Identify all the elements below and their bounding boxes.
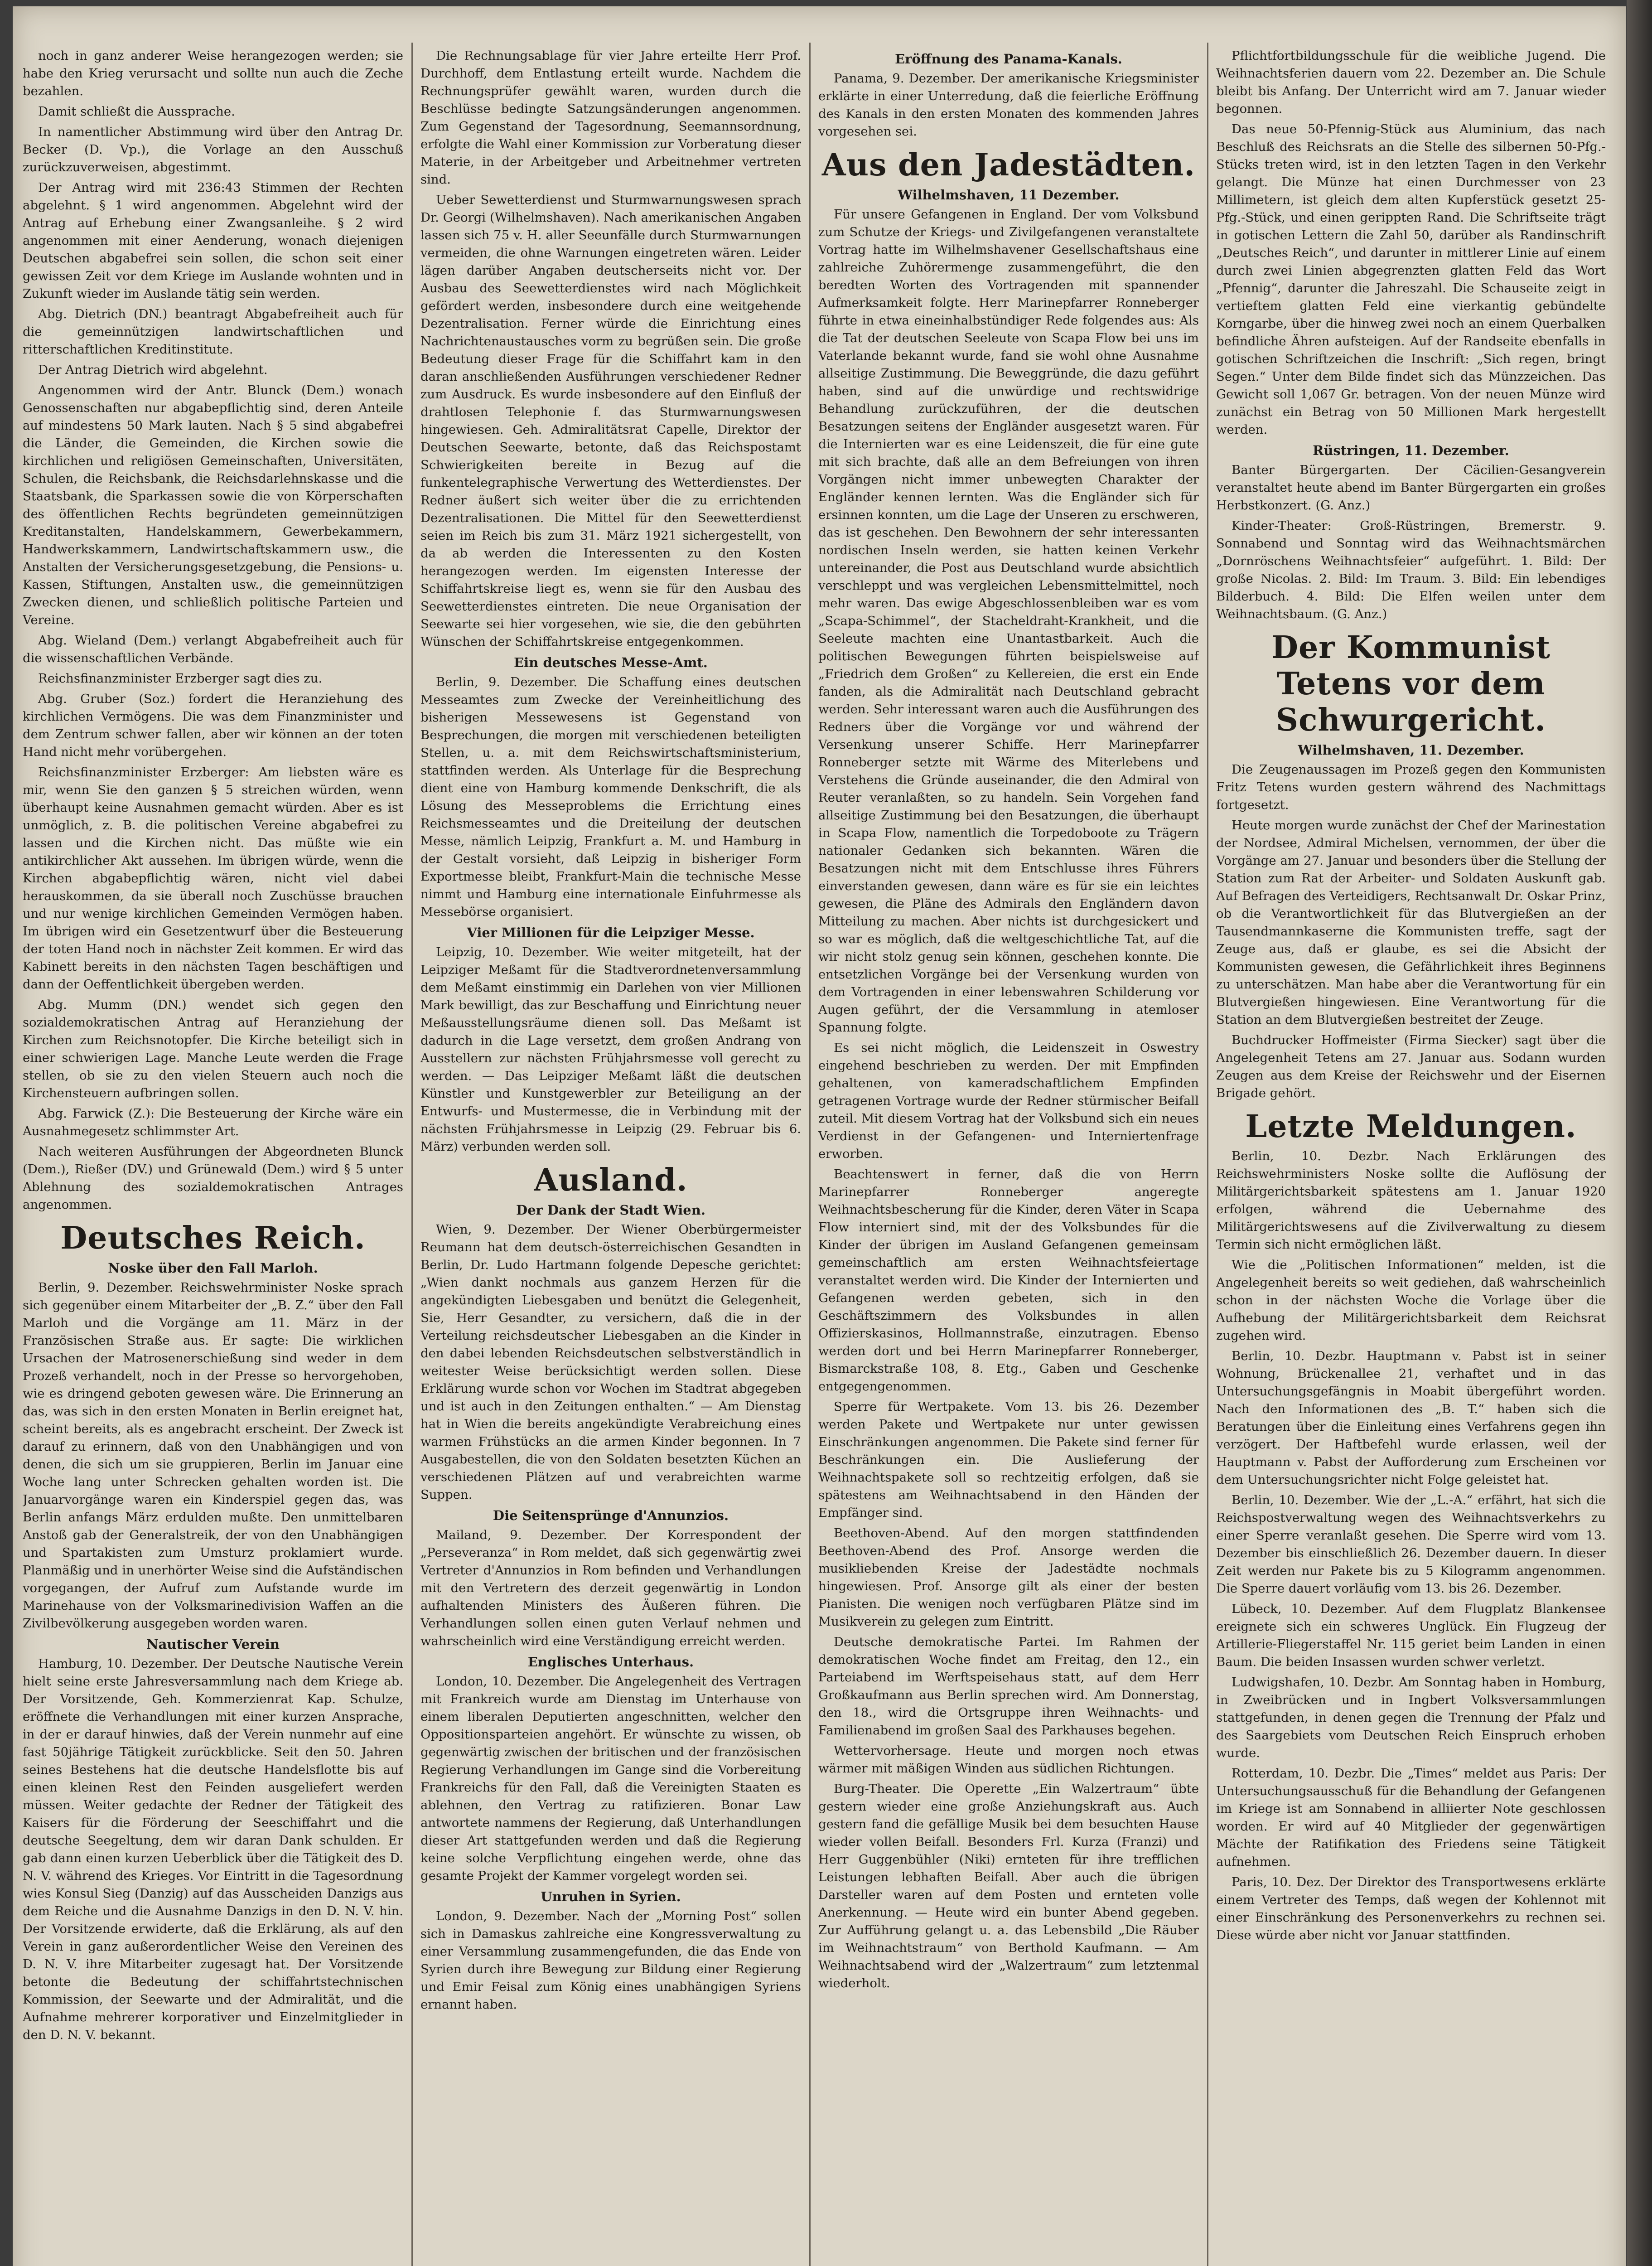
article-paragraph: Berlin, 10. Dezember. Wie der „L.-A.“ erfährt, hat sich die Reichspostverwaltung wegen des Weihnachtsverkehrs zu einer Sperre veranlaßt gesehen. Die Sperre wird vom 13. Dezember bis einschließlich 26. Dezember dauern. In dieser Zeit werden nur Pakete bis zu 5 Kilogramm angenommen. Die Sperre dauert vorläufig vom 13. bis 26. Dezember.: [1216, 1493, 1606, 1596]
article-paragraph: Abg. Mumm (DN.) wendet sich gegen den sozialdemokratischen Antrag auf Heranziehung der Kirchen zum Reichsnotopfer. Die Kirche beteiligt sich in einer schwierigen Lage. Manche Leute werden die Frage stellen, ob sie zu den vielen Steuern auch noch die Kirchensteuern aufbringen sollen.: [23, 997, 403, 1100]
page-edge: [1627, 0, 1652, 2266]
article-paragraph: Sperre für Wertpakete. Vom 13. bis 26. Dezember werden Pakete und Wertpakete nur unter gewissen Einschränkungen angenommen. Die Pakete sind ferner für Beschränkungen ein. Die Auslieferung der Weihnachtspakete soll so rechtzeitig erfolgen, daß sie spätestens am Weihnachtsabend in den Händen der Empfänger sind.: [818, 1399, 1199, 1520]
column-1: [23, 47, 403, 2266]
article-subheading: Unruhen in Syrien.: [541, 1889, 681, 1904]
article-paragraph: Für unsere Gefangenen in England. Der vom Volksbund zum Schutze der Kriegs- und Zivilgefangenen veranstaltete Vortrag hatte im Wilhelmshavener Gesellschaftshaus eine zahlreiche Zuhörermenge zusammengeführt, die den beredten Worten des Vortragenden mit spannender Aufmerksamkeit folgte. Herr Marinepfarrer Ronneberger führte in etwa eineinhalbstündiger Rede folgendes aus: Als die Tat der deutschen Seeleute von Scapa Flow bei uns im Vaterlande bekannt wurde, fand sie wohl ohne Ausnahme allseitige Zustimmung. Die Beweggründe, die dazu geführt haben, sind auf die unwürdige und rechtswidrige Behandlung zurückzuführen, der die deutschen Besatzungen seitens der Engländer ausgesetzt waren. Für die Internierten war es eine Leidenszeit, die für eine gute mit sich brachte, daß alle an dem Befreiungen von ihren Vorgängen nicht immer unbewegten Charakter der Engländer kennen lernten. Was die Engländer sich für ersinnen konnten, um die Lage der Unseren zu erschweren, das ist geschehen. Den Bewohnern der sehr interessanten nordischen Inseln werden, sie hatten keinen Verkehr untereinander, die Post aus Deutschland wurde absichtlich verschleppt und was vergleichen Lebensmittelmittel, noch mehr waren. Das ewige Abgeschlossenbleiben war es vom „Scapa-Schimmel“, der Stacheldraht-Krankheit, und die Seeleute machten eine Unantastbarkeit. Auch die politischen Bewegungen führten beispielsweise auf „Friedrich dem Großen“ zu Kellereien, die erst ein Ende fanden, als die Admiralität nach Deutschland gebracht werden. Sehr interessant waren auch die Ausführungen des Redners über die Vorgänge vor und während der Versenkung unserer Schiffe. Herr Marinepfarrer Ronneberger setzte mit Wärme des Miterlebens und Verstehens die Gründe auseinander, die den Admiral von Reuter veranlaßten, so zu handeln. Sein Vorgehen fand allseitige Zustimmung bei den Besatzungen, die überhaupt in Scapa Flow, namentlich die Torpedoboote zu Trägern nationaler Gedanken sich bekannten. Wären die Besatzungen nicht mit dem Entschlusse ihres Führers einverstanden gewesen, dann wäre es für sie ein leichtes gewesen, die Pläne des Admirals den Engländern davon Mitteilung zu machen. Aber nichts ist durchgesickert und so war es möglich, daß die weltgeschichtliche Tat, auf die wir nicht stolz genug sein können, geschehen konnte. Die entsetzlichen Vorgänge bei der Versenkung wurden von dem Vortragenden in einer lebenswahren Schilderung vor Augen geführt, der die Versammlung in atemloser Spannung folgte.: [818, 207, 1199, 1035]
article-paragraph: Damit schließt die Aussprache.: [38, 104, 235, 119]
article-paragraph: Angenommen wird der Antr. Blunck (Dem.) wonach Genossenschaften nur abgabepflichtig sind, deren Anteile auf mindestens 50 Mark lauten. Nach § 5 sind abgabefrei die Länder, die Gemeinden, die Kirchen sowie die kirchlichen und religiösen Gemeinschaften, Universitäten, Schulen, die Reichsbank, die Reichsdarlehnskasse und die Staatsbank, die Sparkassen sowie die von Körperschaften des öffentlichen Rechts begründeten gemeinnützigen Kreditanstalten, Handelskammern, Gewerbekammern, Handwerkskammern, Landwirtschaftskammern usw., die Anstalten der Versicherungsgesetzgebung, die Pensions- u. Kassen, Stiftungen, Anstalten usw., die gemeinnützigen Zwecken dienen, und schließlich politische Parteien und Vereine.: [23, 383, 403, 627]
article-paragraph: Pflichtfortbildungsschule für die weibliche Jugend. Die Weihnachtsferien dauern vom 22. Dezember an. Die Schule bleibt bis Anfang. Der Unterricht wird am 7. Januar wieder begonnen.: [1216, 48, 1606, 116]
section-headline: Letzte Meldungen.: [1245, 1109, 1577, 1145]
article-paragraph: Ueber Sewetterdienst und Sturmwarnungswesen sprach Dr. Georgi (Wilhelmshaven). Nach amerikanischen Angaben lassen sich 75 v. H. aller Seeunfälle durch Sturmwarnungen vermeiden, die ohne Warnungen eingetreten wären. Leider lägen darüber Angaben deutscherseits nicht vor. Der Ausbau des Seewetterdienstes wird nach Möglichkeit gefördert werden, insbesondere durch eine weitgehende Dezentralisation. Ferner würde die Einrichtung eines Nachrichtenaustausches vorm zu begrüßen sein. Die große Bedeutung dieser Frage für die Schiffahrt kam in den daran anschließenden Ausführungen verschiedener Redner zum Ausdruck. Es wurde insbesondere auf den Einfluß der drahtlosen Telephonie f. das Sturmwarnungswesen hingewiesen. Geh. Admiralitätsrat Capelle, Direktor der Deutschen Seewarte, betonte, daß das Reichspostamt Schwierigkeiten bereite in Bezug auf die funkentelegraphische Verwertung des Wetterdienstes. Der Redner äußert sich weiter über die zu errichtenden Dezentralisationen. Die Mittel für den Seewetterdienst seien im Reich bis zum 31. März 1921 sichergestellt, von da ab werden die Interessenten zu den Kosten herangezogen werden. Im eigensten Interesse der Schiffahrtskreise liegt es, wenn sie für den Ausbau des Seewetterdienstes eintreten. Die neue Organisation der Seewarte sei hier vorgesehen, wie sie, die den gebührten Wünschen der Schiffahrtskreise entgegenkommen.: [420, 193, 801, 649]
section-headline: Der Kommunist Tetens vor dem Schwurgericht.: [1271, 629, 1551, 738]
article-paragraph: Abg. Wieland (Dem.) verlangt Abgabefreiheit auch für die wissenschaftlichen Verbände.: [23, 633, 403, 665]
article-subheading: Eröffnung des Panama-Kanals.: [895, 51, 1122, 67]
article-paragraph: Der Antrag wird mit 236:43 Stimmen der Rechten abgelehnt. § 1 wird angenommen. Abgelehnt wird der Antrag auf Erhebung einer Zwangsanleihe. § 2 wird angenommen mit einer Aenderung, wonach diejenigen Deutschen abgabefrei sein sollen, die schon seit einer gewissen Zeit vor dem Kriege im Auslande wohnten und in Zukunft wieder im Auslande tätig sein werden.: [23, 180, 403, 301]
article-paragraph: Beachtenswert in ferner, daß die von Herrn Marinepfarrer Ronneberger angeregte Weihnachtsbescherung für die Kinder, deren Väter in Scapa Flow interniert sind, mit der des Volksbundes für die Kinder der übrigen im Ausland Gefangenen gemeinsam gemeinschaftlich am ersten Weihnachtsfeiertage veranstaltet werden wird. Die Kinder der Internierten und Gefangenen werden gebeten, sich in den Geschäftszimmern des Volksbundes in allen Offizierskasinos, Hollmannstraße, einzutragen. Ebenso werden dort und bei Herrn Marinepfarrer Ronneberger, Bismarckstraße 108, 8. Etg., Gaben und Geschenke entgegengenommen.: [818, 1167, 1199, 1394]
article-paragraph: Deutsche demokratische Partei. Im Rahmen der demokratischen Woche findet am Freitag, den 12., ein Parteiabend im Werftspeisehaus statt, auf dem Herr Großkaufmann aus Berlin sprechen wird. Am Donnerstag, den 18., wird die Ortsgruppe ihren Weihnachts- und Familienabend im großen Saal des Parkhauses begehen.: [818, 1635, 1199, 1738]
article-paragraph: Wien, 9. Dezember. Der Wiener Oberbürgermeister Reumann hat dem deutsch-österreichischen Gesandten in Berlin, Dr. Ludo Hartmann folgende Depesche gerichtet: „Wien dankt nochmals aus ganzem Herzen für die angekündigten Liebesgaben und benützt die Gelegenheit, Sie, Herr Gesandter, zu versichern, daß die in der Verteilung reichsdeutscher Liebesgaben an die Kinder in den dabei lebenden Reichsdeutschen selbstverständlich in weitester Weise berücksichtigt werden sollen. Diese Erklärung wurde schon vor Wochen im Stadtrat abgegeben und ist auch in den Zeitungen enthalten.“ — Am Dienstag hat in Wien die bereits angekündigte Verabreichung eines warmen Frühstücks an die armen Kinder begonnen. In 7 Ausgabestellen, die von den Soldaten besetzten Küchen an verschiedenen Plätzen auf und verabreichten warme Suppen.: [420, 1222, 801, 1502]
article-paragraph: In namentlicher Abstimmung wird über den Antrag Dr. Becker (D. Vp.), die Vorlage an den Ausschuß zurückzuverweisen, abgestimmt.: [23, 125, 403, 174]
article-paragraph: Beethoven-Abend. Auf den morgen stattfindenden Beethoven-Abend des Prof. Ansorge werden die musikliebenden Kreise der Jadestädte nochmals hingewiesen. Prof. Ansorge gilt als einer der besten Pianisten. Die wenigen noch verfügbaren Plätze sind im Musikverein zu gelegen zum Eintritt.: [818, 1526, 1199, 1629]
article-subheading: Nautischer Verein: [146, 1637, 280, 1652]
article-paragraph: Abg. Gruber (Soz.) fordert die Heranziehung des kirchlichen Vermögens. Die was dem Finanzminister und dem Zentrum schwer fallen, aber wir können an der toten Hand nicht mehr vorübergehen.: [23, 692, 403, 759]
article-paragraph: Hamburg, 10. Dezember. Der Deutsche Nautische Verein hielt seine erste Jahresversammlung nach dem Kriege ab. Der Vorsitzende, Geh. Kommerzienrat Kap. Schulze, eröffnete die Verhandlungen mit einer kurzen Ansprache, in der er darauf hinwies, daß der Verein nunmehr auf eine fast 50jährige Tätigkeit zurückblicke. Seit den 50. Jahren seines Bestehens hat die deutsche Handelsflotte bis auf einen kleinen Rest den Feinden ausgeliefert werden müssen. Weiter gedachte der Redner der Tätigkeit des Kaisers für die Förderung der Seeschiffahrt und die deutsche Seegeltung, dem wir daran Dank schulden. Er gab dann einen kurzen Ueberblick über die Tätigkeit des D. N. V. während des Krieges. Vor Eintritt in die Tagesordnung wies Konsul Sieg (Danzig) auf das Ausscheiden Danzigs aus dem Reiche und die Ausnahme Danzigs in den D. N. V. hin. Der Vorsitzende erwiderte, daß die Erklärung, als auf den Verein in ganz außerordentlicher Weise den Vereinen des D. N. V. ihre Mitarbeiter zugesagt hat. Der Vorsitzende betonte die Bedeutung der schiffahrtstechnischen Kommission, der Seewarte und der Admiralität, und die Aufnahme mehrerer korporativer und Einzelmitglieder in den D. N. V. bekannt.: [23, 1656, 403, 2042]
column-rule: [411, 43, 413, 2266]
section-headline: Deutsches Reich.: [60, 1220, 366, 1256]
article-paragraph: Abg. Farwick (Z.): Die Besteuerung der Kirche wäre ein Ausnahmegesetz schlimmster Art.: [23, 1106, 403, 1138]
article-paragraph: Burg-Theater. Die Operette „Ein Walzertraum“ übte gestern wieder eine große Anziehungskraft aus. Auch gestern fand die gefällige Musik bei dem besuchten Hause wieder vollen Beifall. Besonders Frl. Kurza (Franzi) und Herr Guggenbühler (Niki) ernteten für ihre trefflichen Leistungen lebhaften Beifall. Aber auch die übrigen Darsteller waren auf dem Posten und ernteten volle Anerkennung. — Heute wird ein bunter Abend gegeben. Zur Aufführung gelangt u. a. das Lebensbild „Die Räuber im Weihnachtstraum“ von Berthold Kaufmann. — Am Weihnachtsabend wird der „Walzertraum“ zum letztenmal wiederholt.: [818, 1782, 1199, 1990]
article-paragraph: Banter Bürgergarten. Der Cäcilien-Gesangverein veranstaltet heute abend im Banter Bürgergarten ein großes Herbstkonzert. (G. Anz.): [1216, 463, 1606, 513]
article-paragraph: Leipzig, 10. Dezember. Wie weiter mitgeteilt, hat der Leipziger Meßamt für die Stadtverordnetenversammlung dem Meßamt einstimmig ein Darlehen von vier Millionen Mark bewilligt, das zur Beschaffung und Einrichtung neuer Meßausstellungsräume dienen soll. Das Meßamt ist dadurch in die Lage versetzt, dem großen Andrang von Ausstellern zur nächsten Frühjahrsmesse voll gerecht zu werden. — Das Leipziger Meßamt läßt die deutschen Künstler und Kunstgewerbler zur Beteiligung an der Entwurfs- und Mustermesse, die in Verbindung mit der nächsten Frühjahrsmesse in Leipzig (29. Februar bis 6. März) verbunden werden soll.: [420, 945, 801, 1154]
article-subheading: Die Seitensprünge d'Annunzios.: [493, 1508, 729, 1523]
article-subheading: Ein deutsches Messe-Amt.: [514, 655, 708, 670]
article-paragraph: Wettervorhersage. Heute und morgen noch etwas wärmer mit mäßigen Winden aus südlichen Richtungen.: [818, 1743, 1199, 1776]
column-3: [818, 47, 1199, 2266]
article-paragraph: Der Antrag Dietrich wird abgelehnt.: [38, 363, 268, 377]
article-paragraph: Panama, 9. Dezember. Der amerikanische Kriegsminister erklärte in einer Unterredung, daß die feierliche Eröffnung des Kanals in den ersten Monaten des kommenden Jahres vorgesehen sei.: [818, 71, 1199, 139]
article-paragraph: Reichsfinanzminister Erzberger sagt dies zu.: [38, 671, 323, 686]
article-paragraph: Berlin, 9. Dezember. Die Schaffung eines deutschen Messeamtes zum Zwecke der Vereinheitlichung des bisherigen Messewesens ist Gegenstand von Besprechungen, die morgen mit verschiedenen beteiligten Stellen, u. a. mit dem Reichswirtschaftsministerium, stattfinden werden. Als Unterlage für die Besprechung dient eine von Hamburg kommende Denkschrift, die als Lösung des Messeproblems die Errichtung eines Reichsmesseamtes und die Dreiteilung der deutschen Messe, nämlich Leipzig, Frankfurt a. M. und Hamburg in der Gestalt vorsieht, daß Leipzig in bisheriger Form Exportmesse bleibt, Frankfurt-Main die technische Messe nimmt und Hamburg eine internationale Einfuhrmesse als Messebörse organisiert.: [420, 675, 801, 919]
article-subheading: Rüstringen, 11. Dezember.: [1313, 443, 1509, 458]
article-paragraph: Heute morgen wurde zunächst der Chef der Marinestation der Nordsee, Admiral Michelsen, vernommen, der über die Vorgänge am 27. Januar und besonders über die Stellung der Station zum Rat der Arbeiter- und Soldaten Auskunft gab. Auf Befragen des Verteidigers, Rechtsanwalt Dr. Oskar Prinz, ob die Verantwortlichkeit für das Blutvergießen an der Tausendmannkaserne die Kommunisten treffe, sagt der Zeuge aus, daß er glaube, es sei die Absicht der Kommunisten gewesen, die Gefährlichkeit ihres Beginnens zu unterschätzen. Man habe aber die Verantwortung für ein Blutvergießen hingewiesen. Eine Verantwortung für die Station an dem Blutvergießen bestreitet der Zeuge.: [1216, 818, 1606, 1027]
section-headline: Aus den Jadestädten.: [821, 147, 1196, 183]
article-paragraph: Berlin, 10. Dezbr. Hauptmann v. Pabst ist in seiner Wohnung, Brückenallee 21, verhaftet und in das Untersuchungsgefängnis in Moabit übergeführt worden. Nach den Informationen des „B. T.“ haben sich die Beratungen über die Einleitung eines Verfahrens gegen ihn verzögert. Der Haftbefehl wurde erlassen, weil der Hauptmann v. Pabst der Aufforderung zum Erscheinen vor dem Untersuchungsrichter nicht Folge geleistet hat.: [1216, 1349, 1606, 1487]
article-paragraph: Abg. Dietrich (DN.) beantragt Abgabefreiheit auch für die gemeinnützigen landwirtschaftlichen und ritterschaftlichen Kreditinstitute.: [23, 307, 403, 357]
article-subheading: Englisches Unterhaus.: [527, 1654, 694, 1670]
article-paragraph: Die Rechnungsablage für vier Jahre erteilte Herr Prof. Durchhoff, dem Entlastung erteilt wurde. Nachdem die Rechnungsprüfer gewählt waren, wurden durch die Beschlüsse bedingte Satzungsänderungen angenommen. Zum Gegenstand der Tagesordnung, Seemannsordnung, erfolgte die Wahl einer Kommission zur Vorberatung dieser Materie, in der Arbeitgeber und Arbeitnehmer vertreten sind.: [420, 48, 801, 187]
article-paragraph: Reichsfinanzminister Erzberger: Am liebsten wäre es mir, wenn Sie den ganzen § 5 streichen würden, wenn überhaupt keine Ausnahmen gemacht würden. Aber es ist unmöglich, z. B. die politischen Vereine abgabefrei zu lassen und die Kirchen nicht. Das müßte wie ein antikirchlicher Akt aussehen. Im übrigen würde, wenn die Kirchen abgabepflichtig wären, nicht viel dabei herauskommen, da sie überall noch Zuschüsse brauchen und nur wenige kirchlichen Gemeinden Vermögen haben. Im übrigen wird ein Gesetzentwurf über die Besteuerung der toten Hand noch in nächster Zeit kommen. Er wird das Kabinett bereits in den nächsten Tagen beschäftigen und dann der Oeffentlichkeit übergeben werden.: [23, 765, 403, 992]
article-paragraph: Mailand, 9. Dezember. Der Korrespondent der „Perseveranza“ in Rom meldet, daß sich gegenwärtig zwei Vertreter d'Annunzios in Rom befinden und Verhandlungen mit den Vertretern des derzeit gegenwärtig in London aufhaltenden Ministers des Äußeren führen. Die Verhandlungen sollen einen guten Verlauf nehmen und wahrscheinlich wird eine Verständigung erreicht werden.: [420, 1528, 801, 1648]
article-subheading: Der Dank der Stadt Wien.: [516, 1202, 705, 1218]
article-paragraph: London, 9. Dezember. Nach der „Morning Post“ sollen sich in Damaskus zahlreiche eine Kongressverwaltung zu einer Versammlung zusammengefunden, die das Ende von Syrien durch ihre Bewegung zur Bildung einer Regierung und Emir Feisal zum König eines unabhängigen Syriens ernannt haben.: [420, 1909, 801, 2012]
article-paragraph: Lübeck, 10. Dezember. Auf dem Flugplatz Blankensee ereignete sich ein schweres Unglück. Ein Flugzeug der Artillerie-Fliegerstaffel Nr. 115 geriet beim Landen in einen Baum. Die beiden Insassen wurden schwer verletzt.: [1216, 1602, 1606, 1669]
column-rule: [809, 43, 811, 2266]
article-subheading: Vier Millionen für die Leipziger Messe.: [467, 925, 755, 940]
article-paragraph: Ludwigshafen, 10. Dezbr. Am Sonntag haben in Homburg, in Zweibrücken und in Ingbert Volksversammlungen stattgefunden, in denen gegen die Trennung der Pfalz und des Saargebiets vom Deutschen Reich Einspruch erhoben wurde.: [1216, 1675, 1606, 1760]
article-subheading: Wilhelmshaven, 11 Dezember.: [898, 187, 1120, 203]
article-paragraph: Es sei nicht möglich, die Leidenszeit in Oswestry eingehend beschrieben zu werden. Der mit Empfinden gehaltenen, von kameradschaftlichem Empfinden getragenen Vortrage wurde der Redner stürmischer Beifall zuteil. Mit diesem Vortrag hat der Volksbund sich ein neues Verdienst in der Gefangenen- und Interniertenfrage erworben.: [818, 1041, 1199, 1161]
column-2: [420, 47, 801, 2266]
newspaper-page: [13, 6, 1626, 2266]
article-paragraph: noch in ganz anderer Weise herangezogen werden; sie habe den Krieg verursacht und sollte nun auch die Zeche bezahlen.: [23, 48, 403, 98]
article-subheading: Wilhelmshaven, 11. Dezember.: [1298, 742, 1524, 758]
column-rule: [1207, 43, 1208, 2266]
article-paragraph: Berlin, 9. Dezember. Reichswehrminister Noske sprach sich gegenüber einem Mitarbeiter der „B. Z.“ über den Fall Marloh und die Vorgänge am 11. März in der Französischen Straße aus. Er sagte: Die wirklichen Ursachen der Matrosenerschießung sind weder in dem Prozeß verhandelt, noch in der Presse so hervorgehoben, wie es dringend geboten gewesen wäre. Die Erinnerung an das, was sich in den ersten Monaten in Berlin ereignet hat, scheint bereits, als es angebracht erscheint. Der Zweck ist darauf zu erinnern, daß von den Unabhängigen und von denen, die sich um sie gruppieren, Berlin im Januar eine Woche lang unter Schrecken gehalten worden ist. Die Januarvorgänge waren ein Kinderspiel gegen das, was Berlin anfangs März erdulden mußte. Den unmittelbaren Anstoß gab der Generalstreik, der von den Unabhängigen und Spartakisten zum Umsturz proklamiert wurde. Planmäßig und in unerhörter Weise sind die Aufständischen vorgegangen, der Aufruf zum Aufstande wurde im Marinehause von der Volksmarinedivision Waffen an die Zivilbevölkerung ausgegeben worden waren.: [23, 1280, 403, 1631]
article-subheading: Noske über den Fall Marloh.: [108, 1260, 318, 1276]
article-paragraph: Rotterdam, 10. Dezbr. Die „Times“ meldet aus Paris: Der Untersuchungsausschuß für die Behandlung der Gefangenen im Kriege ist am Sonnabend in alliierter Note geschlossen worden. Er wird auf 40 Mitglieder der gegenwärtigen Mächte der Ratifikation des Friedens seine Tätigkeit aufnehmen.: [1216, 1766, 1606, 1869]
article-paragraph: London, 10. Dezember. Die Angelegenheit des Vertragen mit Frankreich wurde am Dienstag im Unterhause von einem liberalen Deputierten angeschnitten, welcher den Oppositionsparteien angehört. Er wünschte zu wissen, ob gegenwärtig zwischen der britischen und der französischen Regierung Verhandlungen im Gange sind die Vorbereitung Frankreichs für den Fall, daß die Vereinigten Staaten es ablehnen, den Vertrag zu ratifizieren. Bonar Law antwortete nammens der Regierung, daß Unterhandlungen dieser Art stattgefunden werden und daß die Regierung keine solche Verpflichtung eingehen werde, ohne das gesamte Projekt der Kammer vorgelegt worden sei.: [420, 1674, 801, 1883]
article-paragraph: Buchdrucker Hoffmeister (Firma Siecker) sagt über die Angelegenheit Tetens am 27. Januar aus. Sodann wurden Zeugen aus dem Kreise der Reichswehr und der Eisernen Brigade gehört.: [1216, 1033, 1606, 1100]
column-4: [1216, 47, 1606, 2266]
article-paragraph: Berlin, 10. Dezbr. Nach Erklärungen des Reichswehrministers Noske sollte die Auflösung der Militärgerichtsbarkeit spätestens am 1. Januar 1920 erfolgen, während die Uebernahme des Militärgerichtswesens auf die Zivilverwaltung zu diesem Termin sich nicht ermöglichen läßt.: [1216, 1149, 1606, 1252]
article-paragraph: Kinder-Theater: Groß-Rüstringen, Bremerstr. 9. Sonnabend und Sonntag wird das Weihnachtsmärchen „Dornröschens Weihnachtsfeier“ aufgeführt. 1. Bild: Der große Nicolas. 2. Bild: Im Traum. 3. Bild: Ein lebendiges Bilderbuch. 4. Bild: Die Elfen weilen unter dem Weihnachtsbaum. (G. Anz.): [1216, 518, 1606, 621]
article-paragraph: Das neue 50-Pfennig-Stück aus Aluminium, das nach Beschluß des Reichsrats an die Stelle des silbernen 50-Pfg.-Stücks treten wird, ist in den letzten Tagen in den Verkehr gelangt. Die Münze hat einen Durchmesser von 23 Millimetern, ist gleich dem alten Kupferstück gesetzt 25-Pfg.-Stück, und einen gerippten Rand. Die Schriftseite trägt in gotischen Lettern die Zahl 50, darüber als Randinschrift „Deutsches Reich“, und darunter in mittlerer Linie auf einem durch zwei Linien abgegrenzten glatten Feld das Wort „Pfennig“, darunter die Jahreszahl. Die Schauseite zeigt in vertieftem glatten Feld eine vierkantig gebündelte Korngarbe, über die hinweg zwei noch an einem Querbalken befindliche Ähren aufsteigen. Auf der Randseite ebenfalls in gotischen Schriftzeichen die Inschrift: „Sich regen, bringt Segen.“ Unter dem Bilde findet sich das Münzzeichen. Das Gewicht soll 1,067 Gr. betragen. Von der neuen Münze wird zunächst ein Betrag von 50 Millionen Mark hergestellt werden.: [1216, 122, 1606, 437]
article-paragraph: Nach weiteren Ausführungen der Abgeordneten Blunck (Dem.), Rießer (DV.) und Grünewald (Dem.) wird § 5 unter Ablehnung des sozialdemokratischen Antrages angenommen.: [23, 1144, 403, 1212]
section-headline: Ausland.: [534, 1162, 688, 1198]
article-paragraph: Paris, 10. Dez. Der Direktor des Transportwesens erklärte einem Vertreter des Temps, daß wegen der Kohlennot mit einer Einschränkung des Personenverkehrs zu rechnen sei. Diese würde aber nicht vor Januar stattfinden.: [1216, 1875, 1606, 1942]
article-paragraph: Wie die „Politischen Informationen“ melden, ist die Angelegenheit bereits so weit gediehen, daß wahrscheinlich schon in der nächsten Woche die Vorlage über die Aufhebung der Militärgerichtsbarkeit dem Reichsrat zugehen wird.: [1216, 1258, 1606, 1343]
article-paragraph: Die Zeugenaussagen im Prozeß gegen den Kommunisten Fritz Tetens wurden gestern während des Nachmittags fortgesetzt.: [1216, 762, 1606, 812]
